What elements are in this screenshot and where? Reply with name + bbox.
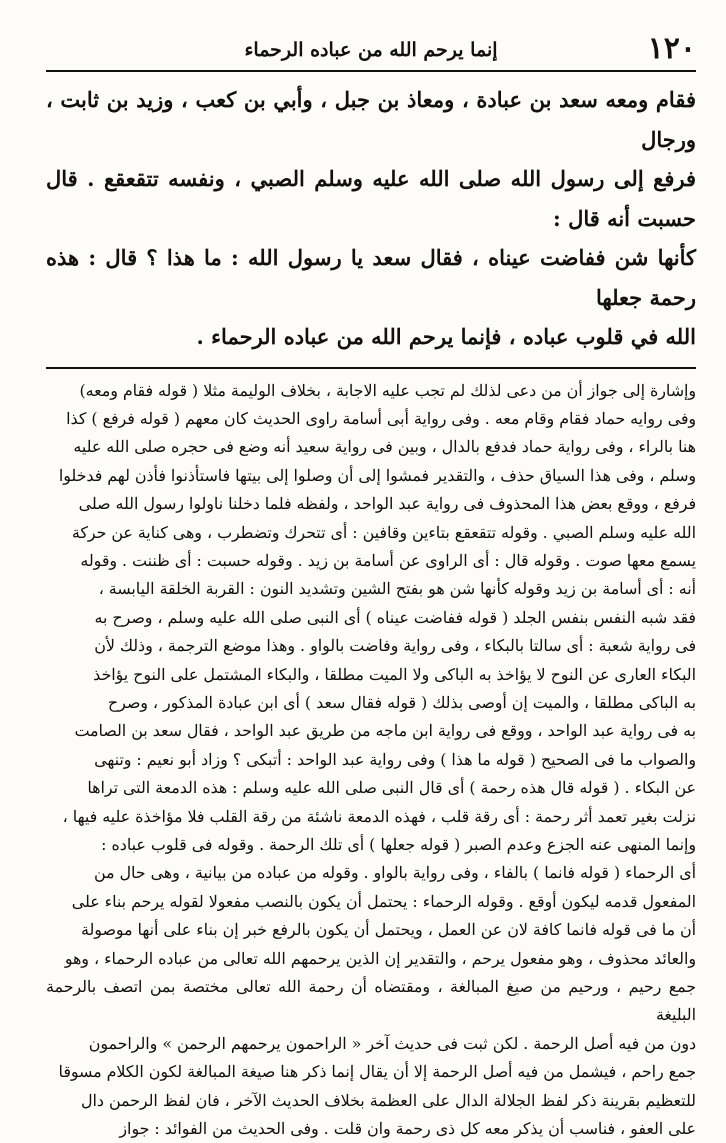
commentary-line: والعائد محذوف ، وهو مفعول يرحم ، والتقدير إن الذين يرحمهم الله تعالى من عباده الرحماء ، وهو	[46, 945, 696, 973]
commentary-line: وإنما المنهى عنه الجزع وعدم الصبر ( قوله جعلها ) أى تلك الرحمة . وقوله فى قلوب عباده :	[46, 831, 696, 859]
commentary-line: جمع رحيم ، ورحيم من صيغ المبالغة ، ومقتضاه أن رحمة الله تعالى مختصة بمن اتصف بالرحمة البليغة	[46, 973, 696, 1030]
commentary-line: وإشارة إلى جواز أن من دعى لذلك لم تجب عليه الاجابة ، بخلاف الوليمة مثلا ( قوله فقام ومعه)	[46, 377, 696, 405]
commentary-line: أى الرحماء ( قوله فانما ) بالفاء ، وفى رواية بالواو . وقوله من عباده من بيانية ، وهى حال من	[46, 859, 696, 887]
commentary-line: دون من فيه أصل الرحمة . لكن ثبت فى حديث آخر « الراحمون يرحمهم الرحمن » والراحمون	[46, 1030, 696, 1058]
commentary-line: يسمع معها صوت . وقوله قال : أى الراوى عن أسامة بن زيد . وقوله حسبت : أى ظننت . وقوله	[46, 547, 696, 575]
commentary-line: هنا بالراء ، وفى رواية حماد فدفع بالدال ، وبين فى رواية سعيد أنه وضع فى حجره صلى الله عليه	[46, 433, 696, 461]
commentary-line: والصواب ما فى الصحيح ( قوله ما هذا ) وفى رواية عبد الواحد : أتبكى ؟ وزاد أبو نعيم : وتنهى	[46, 746, 696, 774]
commentary-line: أن ما فى قوله فانما كافة لان عن العمل ، ويحتمل أن يكون بالرفع خبر إن بناء على أنها موصولة	[46, 916, 696, 944]
commentary-line: المفعول قدمه ليكون أوقع . وقوله الرحماء : يحتمل أن يكون بالنصب مفعولا لقوله يرحم بناء على	[46, 888, 696, 916]
commentary-line: جمع راحم ، فيشمل من فيه أصل الرحمة إلا أن يقال إنما ذكر هنا صيغة المبالغة لكون الكلام مسوقا	[46, 1058, 696, 1086]
commentary-line: به الباكى مطلقا ، والميت إن أوصى بذلك ( قوله فقال سعد ) أى ابن عبادة المذكور ، وصرح	[46, 689, 696, 717]
commentary-line: على العفو ، فناسب أن يذكر معه كل ذى رحمة وان قلت . وفى الحديث من الفوائد : جواز	[46, 1115, 696, 1143]
commentary-line: عن البكاء . ( قوله قال هذه رحمة ) أى قال النبى صلى الله عليه وسلم : هذه الدمعة التى تراها	[46, 774, 696, 802]
hadith-text	[46, 80, 696, 357]
commentary-line: البكاء العارى عن النوح لا يؤاخذ به الباكى ولا الميت مطلقا ، والبكاء المشتمل على النوح يؤاخذ	[46, 661, 696, 689]
commentary-text	[46, 377, 696, 1143]
commentary-line: وفى روايه حماد فقام وقام معه . وفى رواية أبى أسامة راوى الحديث كان معهم ( قوله فرفع ) كذا	[46, 405, 696, 433]
commentary-line: فرفع ، ووقع بعض هذا المحذوف فى رواية عبد الواحد ، ولفظه فلما دخلنا ناولوا رسول الله صلى	[46, 490, 696, 518]
commentary-line: فقد شبه النفس بنفس الجلد ( قوله ففاضت عيناه ) أى النبى صلى الله عليه وسلم ، وصرح به	[46, 604, 696, 632]
commentary-line: وسلم ، وفى هذا السياق حذف ، والتقدير فمشوا إلى أن وصلوا إلى بيتها فاستأذنوا فأذن لهم فدخلوا	[46, 462, 696, 490]
page-header	[46, 32, 696, 68]
hadith-line: الله في قلوب عباده ، فإنما يرحم الله من عباده الرحماء .	[46, 317, 696, 357]
commentary-line: نزلت بغير تعمد أثر رحمة : أى رقة قلب ، فهذه الدمعة ناشئة من رقة القلب فلا مؤاخذة عليه فيها ،	[46, 803, 696, 831]
hadith-line: فقام ومعه سعد بن عبادة ، ومعاذ بن جبل ، وأبي بن كعب ، وزيد بن ثابت ، ورجال	[46, 80, 696, 159]
page-number: ١٢٠	[648, 32, 696, 66]
commentary-line: أنه : أى أسامة بن زيد وقوله كأنها شن هو بفتح الشين وتشديد النون : القربة الخلقة اليابسة ،	[46, 575, 696, 603]
commentary-line: به فى رواية عبد الواحد ، ووقع فى رواية ابن ماجه من طريق عبد الواحد ، فقال سعد بن الصامت	[46, 717, 696, 745]
header-rule	[46, 70, 696, 72]
commentary-line: للتعظيم بقرينة ذكر لفظ الجلالة الدال على العظمة بخلاف الحديث الآخر ، فان لفظ الرحمن دال	[46, 1087, 696, 1115]
commentary-line: الله عليه وسلم الصبي . وقوله تتقعقع بتاءين وقافين : أى تتحرك وتضطرب ، وهى كناية عن حركة	[46, 519, 696, 547]
commentary-line: فى رواية شعبة : أى سالتا بالبكاء ، وفى رواية وفاضت بالواو . وهذا موضع الترجمة ، وذلك لأن	[46, 632, 696, 660]
running-title: إنما يرحم الله من عباده الرحماء	[46, 36, 696, 64]
section-separator	[46, 367, 696, 369]
hadith-line: كأنها شن ففاضت عيناه ، فقال سعد يا رسول الله : ما هذا ؟ قال : هذه رحمة جعلها	[46, 238, 696, 317]
hadith-line: فرفع إلى رسول الله صلى الله عليه وسلم الصبي ، ونفسه تتقعقع . قال حسبت أنه قال :	[46, 159, 696, 238]
